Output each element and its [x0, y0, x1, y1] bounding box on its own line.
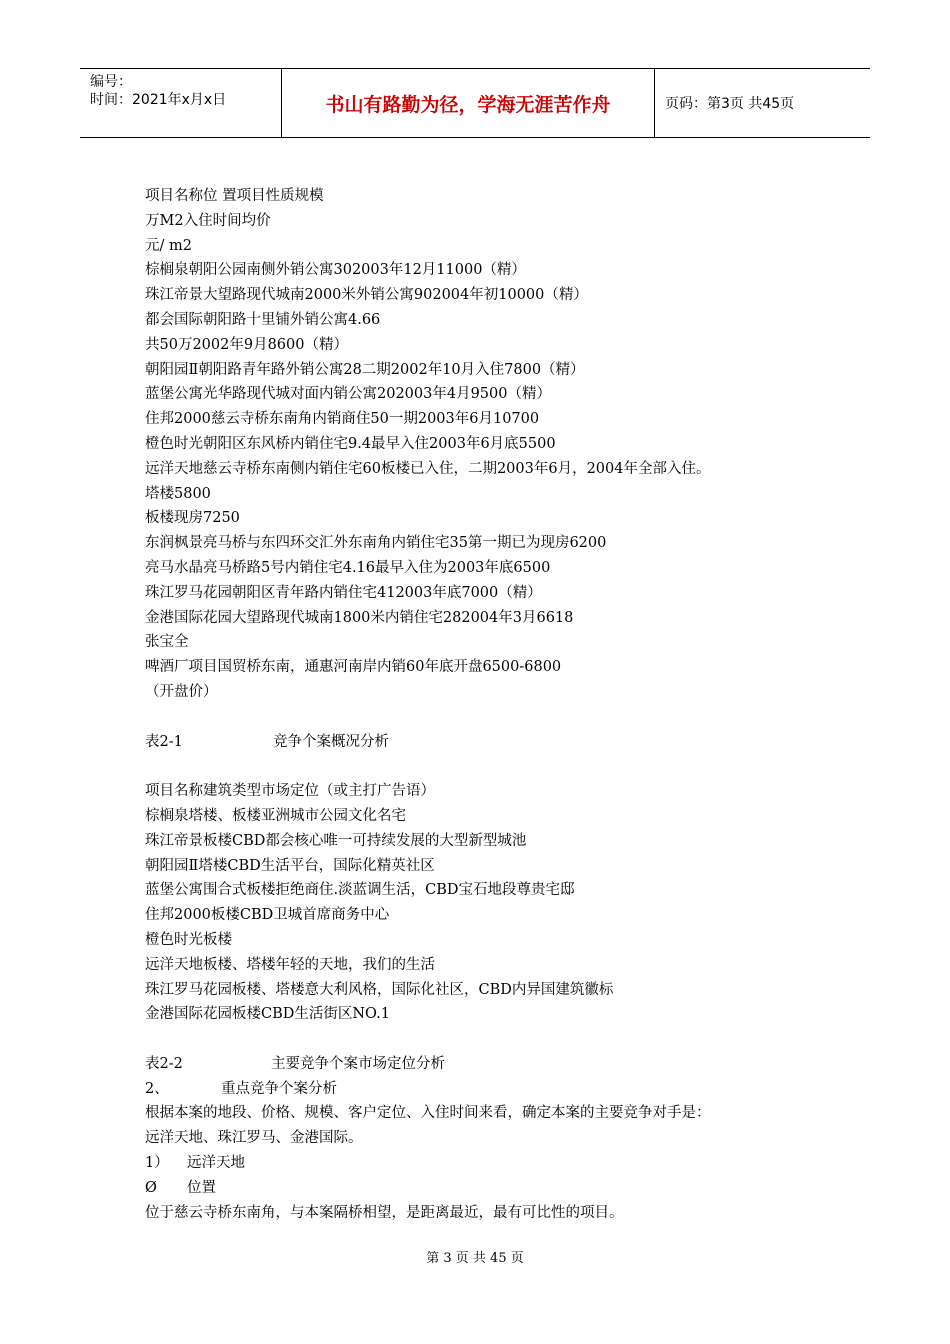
text-line: 棕榈泉塔楼、板楼亚洲城市公园文化名宅	[145, 807, 406, 824]
text-line: 元/ m2	[145, 237, 192, 254]
text-line: 都会国际朝阳路十里铺外销公寓4.66	[145, 311, 381, 328]
text-line: 项目名称位 置项目性质规模	[145, 188, 324, 204]
text-line: 珠江罗马花园板楼、塔楼意大利风格，国际化社区，CBD内异国建筑徽标	[145, 981, 614, 998]
text-line: 橙色时光板楼	[145, 931, 232, 948]
text-line: 板楼现房7250	[145, 510, 240, 527]
text-line: 共50万2002年9月8600（精）	[145, 336, 348, 353]
text-line: 棕榈泉朝阳公园南侧外销公寓302003年12月11000（精）	[145, 262, 526, 279]
text-line: 金港国际花园板楼CBD生活街区NO.1	[145, 1006, 390, 1023]
doc-time-label: 时间：2021年x月x日	[90, 92, 227, 108]
text-line: 珠江帝景板楼CBD都会核心唯一可持续发展的大型新型城池	[145, 832, 527, 849]
text-line: 珠江罗马花园朝阳区青年路内销住宅412003年底7000（精）	[145, 584, 542, 601]
text-line: 珠江帝景大望路现代城南2000米外销公寓902004年初10000（精）	[145, 287, 588, 304]
list-title: 远洋天地	[187, 1155, 245, 1172]
text-line: 塔楼5800	[145, 485, 211, 502]
list-number: 1）	[145, 1155, 169, 1172]
text-line: 蓝堡公寓光华路现代城对面内销公寓202003年4月9500（精）	[145, 386, 551, 403]
text-line: 万M2入住时间均价	[145, 212, 271, 229]
section-heading	[145, 1077, 825, 1102]
text-line: 张宝全	[145, 634, 189, 651]
table-caption	[145, 1052, 825, 1077]
section-title: 重点竞争个案分析	[221, 1080, 337, 1097]
list-item	[145, 1151, 825, 1176]
table-title: 竞争个案概况分析	[273, 733, 389, 750]
text-line: 啤酒厂项目国贸桥东南，通惠河南岸内销60年底开盘6500-6800	[145, 659, 562, 676]
table-title: 主要竞争个案市场定位分析	[271, 1055, 445, 1072]
text-line: 朝阳园Ⅱ朝阳路青年路外销公寓28二期2002年10月入住7800（精）	[145, 361, 585, 378]
table-label: 表2-2	[145, 1055, 183, 1072]
doc-number-label: 编号：	[90, 74, 132, 90]
header-meta-cell	[80, 69, 282, 137]
document-body	[145, 184, 825, 1225]
project-overview-block	[145, 184, 825, 705]
text-line: 项目名称建筑类型市场定位（或主打广告语）	[145, 783, 435, 800]
text-line: 远洋天地板楼、塔楼年轻的天地，我们的生活	[145, 956, 435, 973]
bullet-symbol: Ø	[145, 1179, 157, 1196]
table-label: 表2-1	[145, 733, 183, 750]
text-line: 橙色时光朝阳区东风桥内销住宅9.4最早入住2003年6月底5500	[145, 435, 556, 452]
page-header	[80, 68, 870, 138]
text-line: 金港国际花园大望路现代城南1800米内销住宅282004年3月6618	[145, 609, 574, 626]
text-line: 住邦2000板楼CBD卫城首席商务中心	[145, 907, 390, 924]
bullet-item	[145, 1176, 825, 1201]
section-number: 2、	[145, 1080, 169, 1097]
text-line: 朝阳园Ⅱ塔楼CBD生活平台，国际化精英社区	[145, 857, 435, 874]
header-motto: 书山有路勤为径，学海无涯苦作舟	[282, 69, 655, 137]
text-line: 远洋天地慈云寺桥东南侧内销住宅60板楼已入住，二期2003年6月，2004年全部入住。	[145, 460, 711, 477]
paragraph: 位于慈云寺桥东南角，与本案隔桥相望，是距离最近，最有可比性的项目。	[145, 1204, 624, 1221]
text-line: 东润枫景亮马桥与东四环交汇外东南角内销住宅35第一期已为现房6200	[145, 535, 607, 552]
text-line: 住邦2000慈云寺桥东南角内销商住50一期2003年6月10700	[145, 411, 540, 428]
market-positioning-block	[145, 779, 825, 1027]
page-footer: 第 3 页 共 45 页	[426, 1251, 524, 1266]
header-page-indicator: 页码：第3页 共45页	[665, 96, 795, 112]
paragraph: 远洋天地、珠江罗马、金港国际。	[145, 1130, 363, 1147]
text-line: 亮马水晶亮马桥路5号内销住宅4.16最早入住为2003年底6500	[145, 559, 551, 576]
table-caption	[145, 730, 825, 755]
paragraph: 根据本案的地段、价格、规模、客户定位、入住时间来看，确定本案的主要竞争对手是：	[145, 1105, 711, 1122]
bullet-title: 位置	[187, 1179, 216, 1196]
text-line: 蓝堡公寓围合式板楼拒绝商住.淡蓝调生活，CBD宝石地段尊贵宅邸	[145, 882, 575, 899]
text-line: （开盘价）	[145, 683, 218, 700]
